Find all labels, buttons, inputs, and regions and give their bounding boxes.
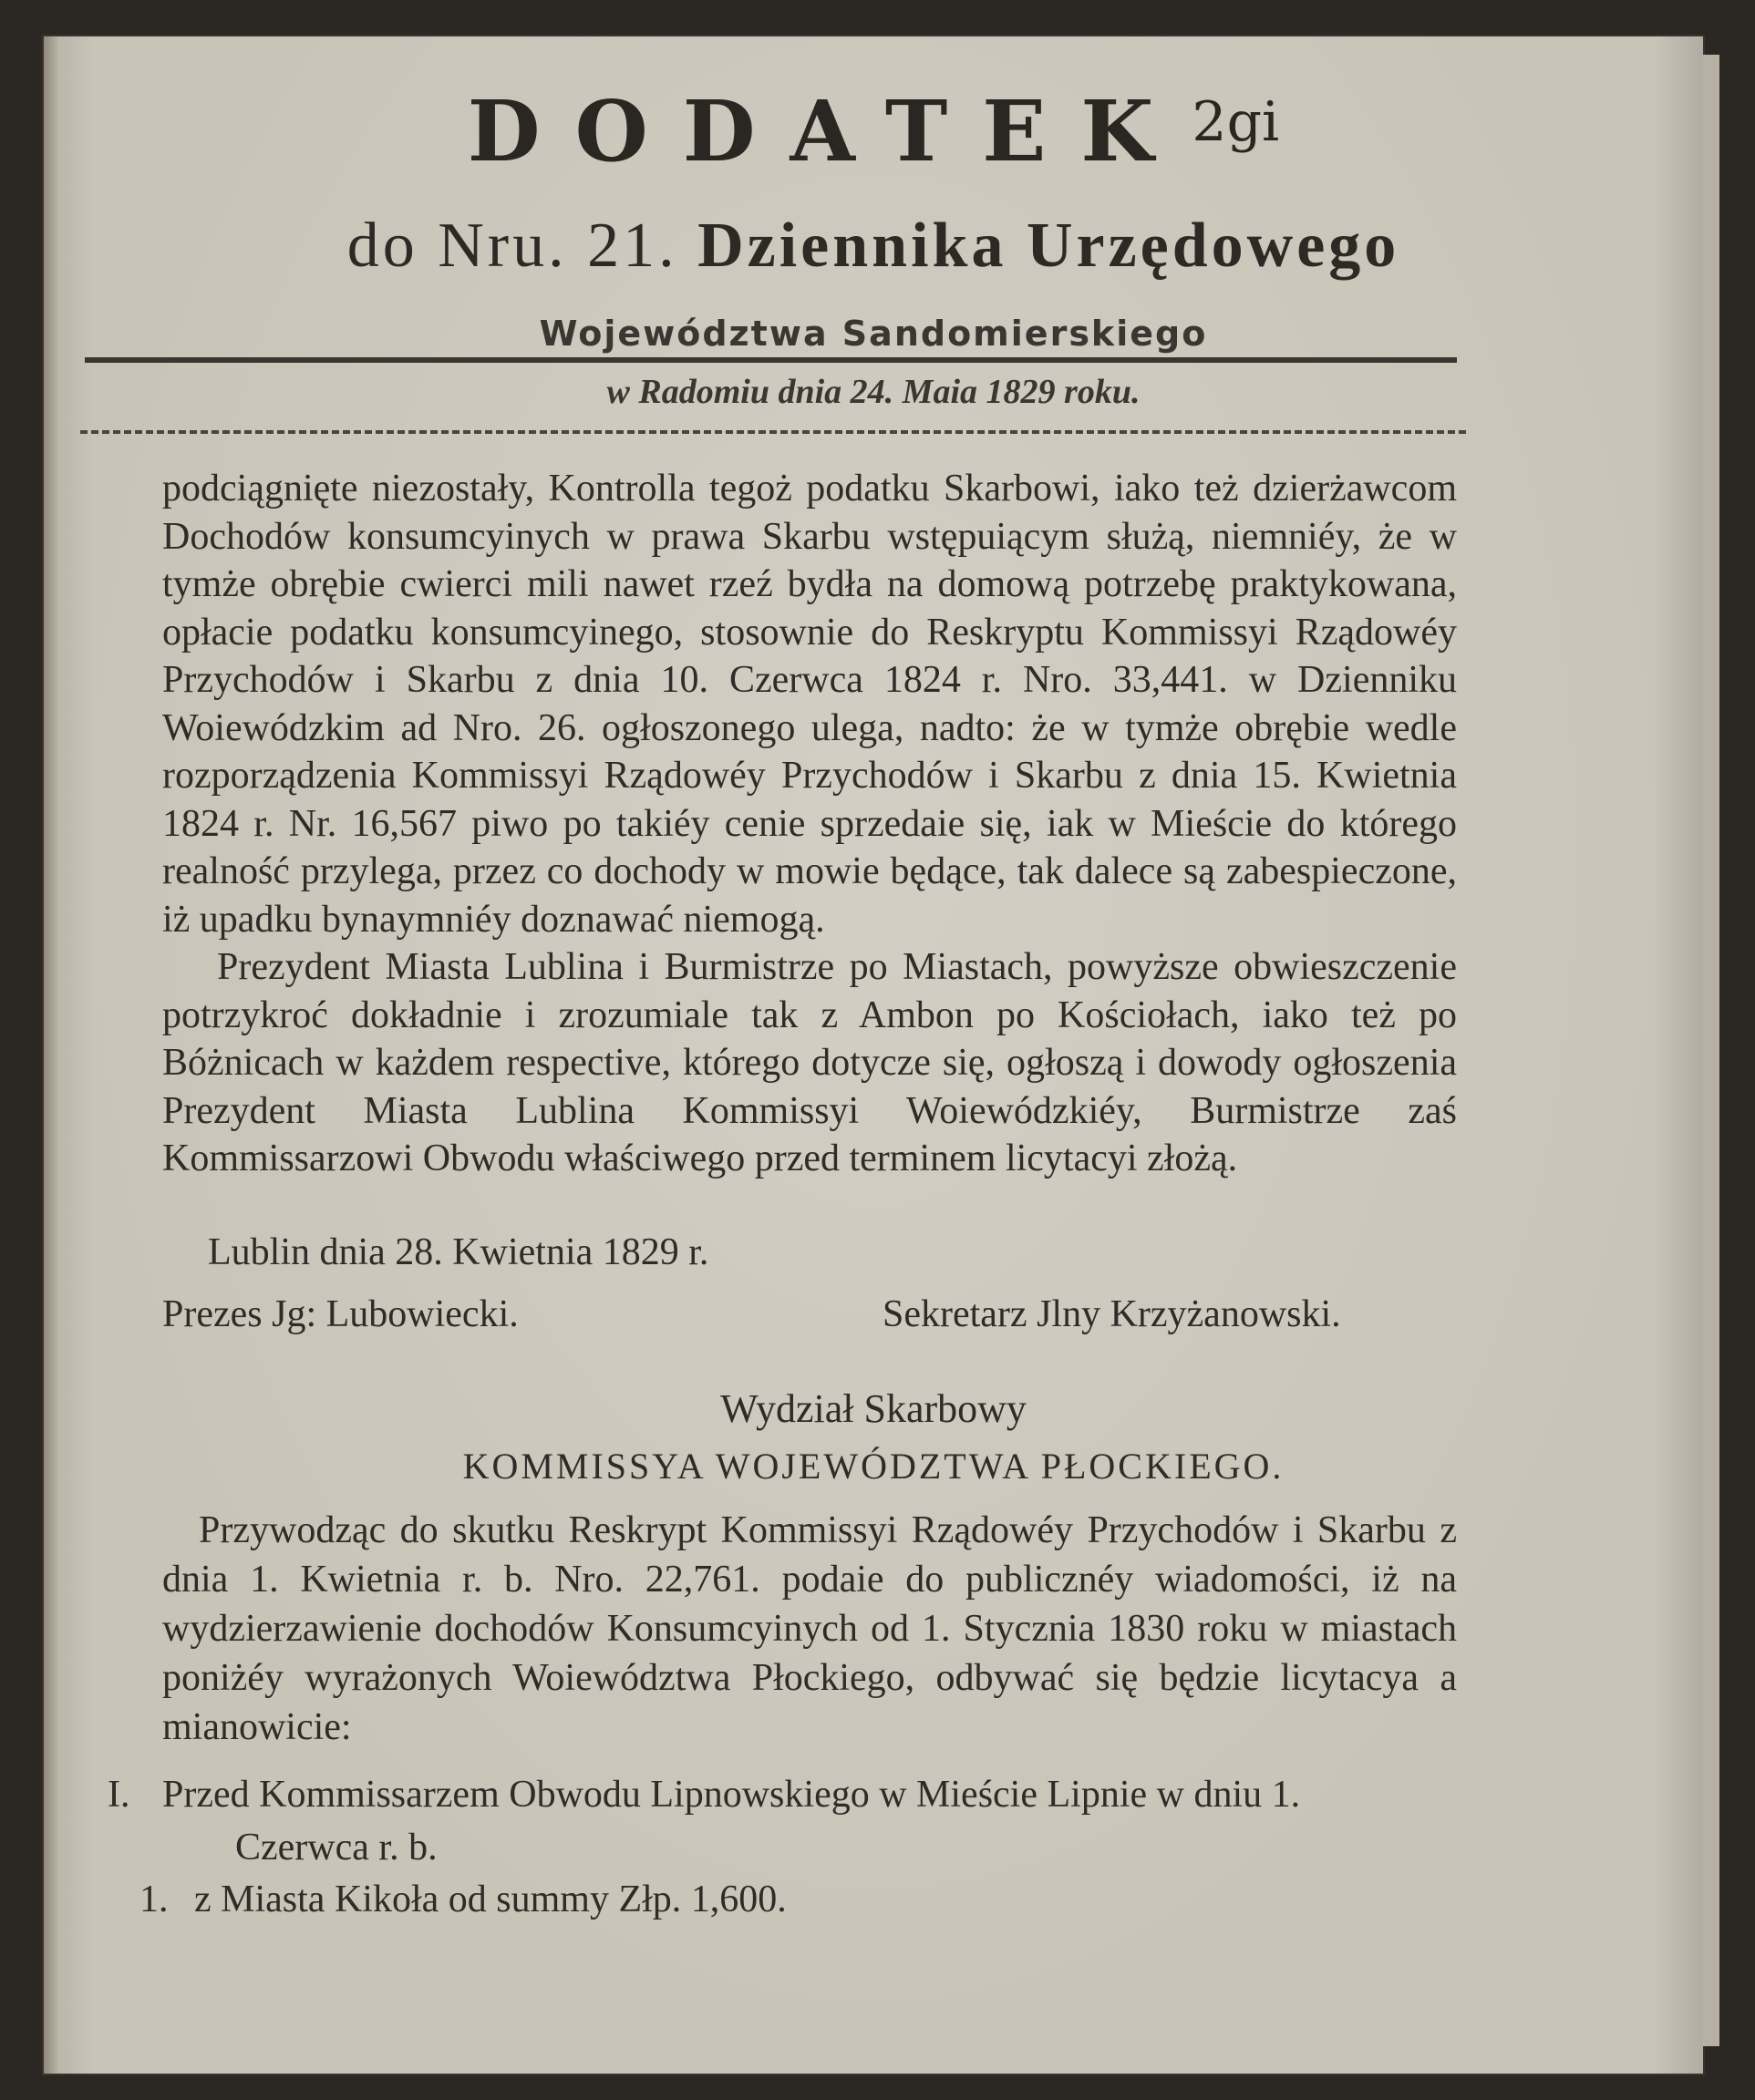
section-title: KOMMISSYA WOJEWÓDZTWA PŁOCKIEGO. [462,1446,1285,1487]
journal-name: Dziennika Urzędowego [697,211,1400,281]
header-dashed-rule [80,430,1466,434]
sub-list-item-text: z Miasta Kikoła od summy Złp. 1,600. [194,1879,787,1920]
section-paragraph: Przywodząc do skutku Reskrypt Kommissyi Rządowéy Przychodów i Skarbu z dnia 1. Kwietnia r. b. Nro. 22,761. podaie do publicznéy wiadomości, iż na wydzierzawienie dochodów Konsumcyinych od 1. Stycznia 1830 roku w miastach poniżéy wyrażonych Woiewództwa Płockiego, odbywać się będzie licytacya a mianowicie: [162,1509,1457,1748]
document-page [44,36,1703,2074]
section-body [162,1506,1457,1752]
place-date: Lublin dnia 28. Kwietnia 1829 r. [208,1231,709,1273]
journal-issue: do Nru. 21. [346,211,678,281]
signature-president: Prezes Jg: Lubowiecki. [162,1293,519,1335]
section-department: Wydział Skarbowy [720,1386,1027,1431]
sub-list-item-number: 1. [139,1879,169,1920]
list-item-number: I. [108,1774,130,1816]
paragraph-announcement: Prezydent Miasta Lublina i Burmistrze po Miastach, powyższe obwieszczenie potrzykroć dokładnie i zrozumiale tak z Ambon po Kościołach, iako też po Bóżnicach w każdem respective, którego dotycze się, ogłoszą i dowody ogłoszenia Prezydent Miasta Lublina Kommissyi Woiewódzkiéy, Burmistrze zaś Kommissarzowi Obwodu właściwego przed terminem licytacyi złożą. [162,946,1457,1179]
header-rule [85,357,1457,363]
list-item [108,1773,1457,1817]
paragraph-continued: podciągnięte niezostały, Kontrolla tegoż podatku Skarbowi, iako też dzierżawcom Dochodów konsumcyinych w prawa Skarbu wstępuiącym służą, niemniéy, że w tymże obrębie cwierci mili nawet rzeź bydła na domową potrzebę praktykowana, opłacie podatku konsumcyinego, stosownie do Reskryptu Kommissyi Rządowéy Przychodów i Skarbu z dnia 10. Czerwca 1824 r. Nro. 33,441. w Dzienniku Woiewódzkim ad Nro. 26. ogłoszonego ulega, nadto: że w tymże obrębie wedle rozporządzenia Kommissyi Rządowéy Przychodów i Skarbu z dnia 15. Kwietnia 1824 r. Nr. 16,567 piwo po takiéy cenie sprzedaie się, iak w Mieście do którego realność przylega, przez co dochody w mowie będące, tak dalece są zabespieczone, iż upadku bynaymniéy doznawać niemogą. [162,468,1457,941]
list-item-text: Przed Kommissarzem Obwodu Lipnowskiego w Mieście Lipnie w dniu 1. [162,1774,1301,1816]
supplement-title-text: DODATEK [467,82,1189,180]
sub-list-item [139,1878,1489,1921]
supplement-title [44,82,1703,180]
signature-secretary: Sekretarz Jlny Krzyżanowski. [883,1293,1341,1335]
body-text [162,465,1457,1183]
list-item-continued: Czerwca r. b. [235,1827,438,1868]
supplement-number: 2gi [1192,90,1280,154]
journal-subtitle [44,210,1703,283]
issue-dateline: w Radomiu dnia 24. Maia 1829 roku. [606,373,1141,411]
voivodeship-name: Województwa Sandomierskiego [539,314,1208,354]
